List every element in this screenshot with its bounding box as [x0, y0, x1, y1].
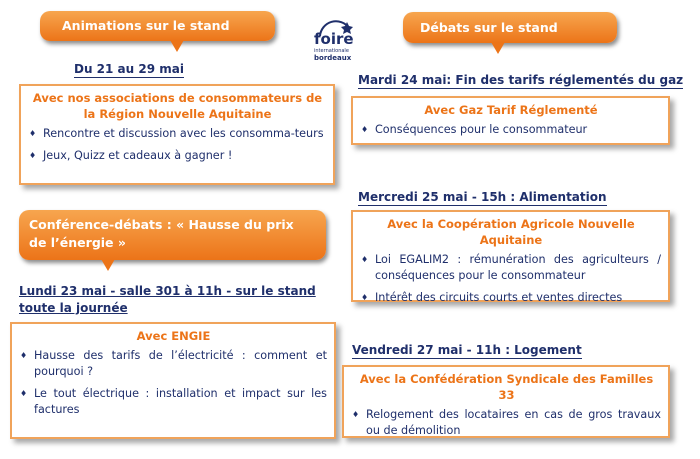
debat2-title: Avec la Coopération Agricole Nouvelle Aquitaine [387, 217, 635, 247]
logo-word: foire [314, 30, 354, 48]
associations-title: Avec nos associations de consommateurs de la Région Nouvelle Aquitaine [32, 91, 323, 121]
debat3-title: Avec la Confédération Syndicale des Familles 33 [359, 372, 654, 402]
debats-label: Débats sur le stand [420, 20, 558, 35]
debat1-title: Avec Gaz Tarif Réglementé [424, 103, 598, 117]
debat2-heading: Mercredi 25 mai - 15h : Alimentation [358, 190, 607, 204]
debat3-box [342, 365, 670, 438]
animations-dates: Du 21 au 29 mai [74, 62, 184, 76]
logo-city: bordeaux [314, 54, 352, 62]
conference-label-line2: de l’énergie » [29, 235, 126, 250]
debat1-heading: Mardi 24 mai: Fin des tarifs réglementés du gaz [358, 73, 684, 87]
animations-callout [40, 11, 275, 41]
debats-callout [403, 12, 617, 43]
list-item: ♦ Conséquences pour le consommateur [361, 122, 661, 138]
conference-callout [19, 210, 326, 260]
list-item: ♦ Hausse des tarifs de l’électricité : comment et pourquoi ? [20, 348, 327, 380]
foire-logo [311, 18, 357, 64]
list-item: ♦ Relogement des locataires en cas de gros travaux ou de démolition [352, 407, 661, 439]
animations-label: Animations sur le stand [62, 18, 230, 33]
associations-box [19, 84, 335, 185]
debat2-box [351, 210, 670, 302]
list-item: ♦ Intérêt des circuits courts et ventes directes [361, 290, 661, 306]
debat3-heading: Vendredi 27 mai - 11h : Logement [352, 343, 582, 357]
logo-sub: internationale [314, 48, 349, 54]
conference-label-line1: Conférence-débats : « Hausse du prix [29, 217, 294, 232]
list-item: ♦ Jeux, Quizz et cadeaux à gagner ! [29, 148, 326, 164]
list-item: ♦ Loi EGALIM2 : rémunération des agriculteurs / conséquences pour le consommateur [361, 252, 661, 284]
list-item: ♦ Le tout électrique : installation et impact sur les factures [20, 386, 327, 418]
engie-title: Avec ENGIE [136, 329, 211, 343]
conference-heading: Lundi 23 mai - salle 301 à 11h - sur le stand toute la journée [19, 284, 316, 315]
debat1-box [351, 96, 670, 145]
engie-box [10, 322, 336, 439]
list-item: ♦ Rencontre et discussion avec les consomma-teurs [29, 126, 326, 142]
